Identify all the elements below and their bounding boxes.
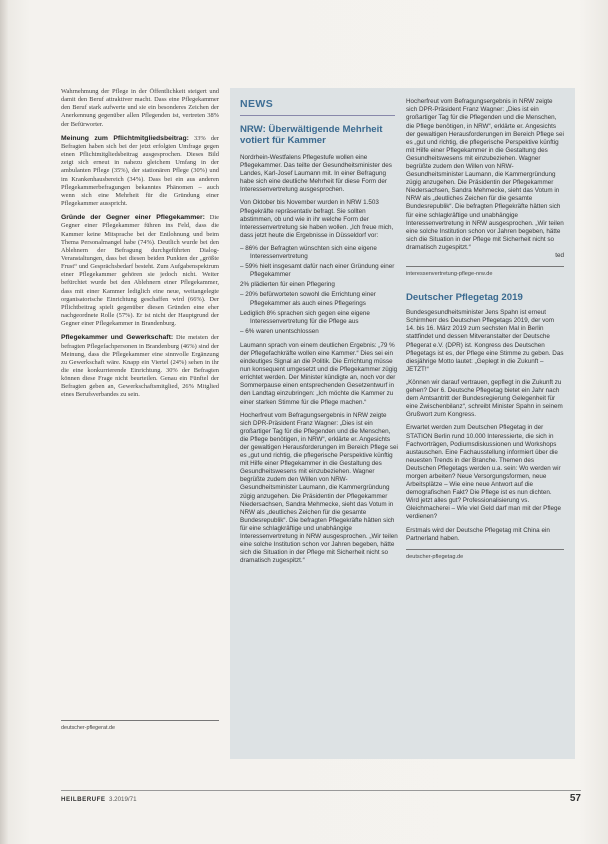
article-source: deutscher-pflegetag.de [406, 549, 564, 561]
paragraph: Wahrnehmung der Pflege in der Öffentlichkeit steigert und damit den Beruf attraktiver macht. Dass eine Pflegekammer den Beruf stark aufwerte und sie ein besonderes Zeichen der Anerkennung gegenüber allen Pflegenden ist, vertreten 38% der Befürworter. [61, 88, 219, 128]
news-tag: NEWS [240, 98, 274, 110]
divider [240, 115, 395, 116]
list-item: – 59% hielt insgesamt dafür nach einer Gründung einer Pflegekammer [240, 263, 395, 279]
subheading: Gründe der Gegner einer Pflegekammer: [61, 214, 205, 222]
magazine-name: HEILBERUFE [61, 796, 106, 803]
paragraph-text: Die Gegner einer Pflegekammer führen ins Feld, dass die Kammer keine Mitsprache bei der Entlohnung und beim Thema Personalmangel habe (74%). Deutlich wurde bei den Ablehnern der Befragung durchgeführten Dialog-Veranstaltungen, dass bei diesen beiden Punkten der „größte Frust“ und Gesprächsbedarf besteht. Zum Aufgabenspektrum einer Pflegekammer gehören sie jedoch nicht. Weiter befürchtet wurde bei den Ablehnern einer Pflegekammer, dass mit einer Kammer lediglich eine neue, weitangelegte organisatorische Einrichtung geschaffen wird (66%). Der Pflichtbeitrag spielt gegenüber diesen Gründen eine eher nachgeordnete Rolle (57%). Er ist nicht der Hauptgrund der Gegner einer Pflegekammer in Brandenburg. [61, 214, 219, 328]
subheading: Meinung zum Pflichtmitgliedsbeitrag: [61, 134, 189, 142]
paragraph: Nordrhein-Westfalens Pflegestufe wollen eine Pflegekammer. Das teilte der Gesundheitsminister des Landes, Karl-Josef Laumann mit. In einer Befragung habe sich eine deutliche Mehrheit für diese Form der Interessenvertretung ausgesprochen. [240, 154, 392, 194]
paragraph-tail: Hocherfreut vom Befragungsergebnis in NRW zeigte sich DPR-Präsident Franz Wagner: „Dies ist ein großartiger Tag für die Pflegenden und die Menschen, die Pflege benötigen, in NRW“, erklärte er. Angesichts der gewaltigen Herausforderungen im Bereich Pflege sei es „gut und richtig, die pflegerische Perspektive künftig mit Hilfe einer Pflegekammer in die Gestaltung des Gesundheitswesens mit einzubeziehen. Wagner begrüßte zudem den Willen von NRW-Gesundheitsminister Laumann, die Kammergründung zügig anzugehen. Die Präsidentin der Pflegekammer Niedersachsen, Sandra Mehmecke, sieht das Votum in NRW als „deutliches Zeichen für die gesamte Bundesrepublik“. Die befragten Pflegekräfte hätten sich für eine schlagkräftige und unabhängige Interessenvertretung in NRW ausgesprochen. „Wir teilen eine solche Institution schon vor Jahren begeben, hätte sich die Situation in der Pflege mit Sicherheit nicht so dramatisch zugespitzt.“ [406, 98, 564, 251]
article-author: ted [555, 252, 564, 259]
article-title: NRW: Überwältigende Mehrheit votiert für Kammer [240, 124, 383, 146]
list-item: 2% plädierten für einen Pflegering [240, 281, 335, 289]
article-source: interessenvertretung-pflege-nrw.de [406, 266, 564, 278]
paragraph: Erwartet werden zum Deutschen Pflegetag in der STATION Berlin rund 10.000 Interessierte, die sich in Fachvorträgen, Podiumsdiskussionen und Workshops austauschen. Eine Fachausstellung informiert über die neuesten Trends in der Branche. Themen des Deutschen Pflegetags werden u.a. sein: Wo werden wir morgen arbeiten? Neue Versorgungsformen, neue Arbeitsplätze – Wie eine neue Antwort auf die demografischen Fakt? Die Pflege ist es nun dichten. Wird jetzt alles gut? Professionalisierung vs. Gleichmacherei – Wie viel Geld darf man mit der Pflege verdienen? [406, 424, 562, 521]
paragraph-with-heading [61, 135, 219, 208]
paragraph: Bundesgesundheitsminister Jens Spahn ist erneut Schirmherr des Deutschen Pflegetags 2019, der vom 14. bis 16. März 2019 zum sechsten Mal in Berlin stattfindet und dessen Mitveranstalter der Deutsche Pflegerat e.V. (DPR) ist. Kongress des Deutschen Pflegetags ist es, der Pflege eine Stimme zu geben. Das diesjährige Motto lautet: „Geplegt in die Zukunft – JETZT!“ [406, 309, 564, 373]
paragraph-continued-text [406, 98, 564, 252]
paragraph: Laumann sprach von einem deutlichen Ergebnis: „79 % der Pflegefachkräfte wollen eine Kammer.“ Dies sei ein eindeutiges Signal an die Politik. Die Errichtung müsse nun konsequent umgesetzt und die Pflegekammer zügig errichtet werden. Der Minister kündigte an, noch vor der Sommerpause einen entsprechenden Gesetzentwurf in den Landtag einzubringen: „Ich möchte die Kammer zu einer starken Stimme für die Pflege machen.“ [240, 341, 398, 406]
page-number: 57 [569, 793, 581, 804]
paragraph: „Können wir darauf vertrauen, gepflegt in die Zukunft zu gehen? Der 6. Deutsche Pflegetag bietet ein Jahr nach dem Amtsantritt der Bundesregierung Gelegenheit für eine Zwischenbilanz“, schreibt Minister Spahn in seinem Grußwort zum Kongress. [406, 378, 563, 419]
news-box [230, 88, 575, 759]
paragraph: Hocherfreut vom Befragungsergebnis in NRW zeigte sich DPR-Präsident Franz Wagner: „Dies ist ein großartiger Tag für die Pflegenden und die Menschen, die Pflege benötigen, in NRW“, erklärte er. Angesichts der gewaltigen Herausforderungen im Bereich Pflege sei es „gut und richtig, die pflegerische Perspektive künftig mit Hilfe einer Pflegekammer in die Gestaltung des Gesundheitswesens mit einzubeziehen. Wagner begrüßte zudem den Willen von NRW-Gesundheitsminister Laumann, die Kammergründung zügig anzugehen. Die Präsidentin der Pflegekammer Niedersachsen, Sandra Mehmecke, sieht das Votum in NRW als „deutliches Zeichen für die gesamte Bundesrepublik“. Die befragten Pflegekräfte hätten sich für eine schlagkräftige und unabhängige Interessenvertretung in NRW ausgesprochen. „Wir teilen eine solche Institution schon vor Jahren begeben, hätte sich die Situation in der Pflege mit Sicherheit nicht so dramatisch zugespitzt.“ [240, 411, 398, 565]
paragraph-with-heading [61, 214, 219, 328]
page-edge-shadow [0, 0, 8, 844]
page-footer [61, 790, 581, 804]
paragraph-text: 33% der Befragten haben sich bei der jetzt erfolgten Umfrage gegen einen Pflichtmitgliedsbeitrag ausgesprochen. Dieses Bild zeigt sich erneut in nahezu gleichem Umfang in der ambulanten Pflege (35%), der stationären Pflege (30%) und im Krankenhausbereich (34%). Dass bei ein aus anderen Pflegekammerbefragungen bekanntes Phänomen – auch wenn sich eine Mehrheit für die Gründung einer Pflegekammer ausspricht. [61, 134, 219, 208]
list-item: Lediglich 8% sprachen sich gegen eine eigene Interessenvertretung für die Pflege aus [240, 309, 370, 325]
list-item: – 6% waren unentschlossen [240, 327, 319, 335]
results-list [240, 245, 398, 336]
paragraph: Erstmals wird der Deutsche Pflegetag mit China ein Partnerland haben. [406, 526, 550, 542]
list-item: – 86% der Befragten wünschten sich eine eigene Interessenvertretung [240, 244, 377, 261]
issue-number: 3.2019/71 [109, 796, 137, 803]
article-title: Deutscher Pflegetag 2019 [406, 292, 523, 304]
paragraph: Von Oktober bis November wurden in NRW 1.503 Pflegekräfte repräsentativ befragt. Sie sollten abstimmen, ob und wie in ihr welche Form der Interessenvertretung sie haben wollen. „Ich freue mich, dass jetzt heute die Ergebnisse in Düsseldorf vor: [240, 199, 394, 239]
list-item: – 20% befürworteten sowohl die Errichtung einer Pflegekammer als auch eines Pflegerings [240, 291, 376, 307]
news-column-right [406, 98, 564, 561]
subheading: Pflegekammer und Gewerkschaft: [61, 334, 174, 342]
paragraph-text: Die meisten der befragten Pflegefachpersonen in Brandenburg (46%) sind der Meinung, dass die Pflegekammer eine sinnvolle Ergänzung zu Gewerkschaft wäre. Knapp ein Viertel (24%) sehen in ihr die eine konkurrierende Einrichtung. 30% der Befragten können diese Frage nicht beurteilen. Genau ein Fünftel der Befragten geben an, Gewerkschaftsmitglied, 26% Mitglied eines Berufsverbandes zu sein. [61, 334, 219, 399]
left-article-column [61, 88, 219, 406]
paragraph-with-heading [61, 334, 219, 399]
news-column-left [240, 124, 398, 565]
left-source: deutscher-pflegerat.de [61, 720, 219, 731]
footer-left [61, 796, 137, 803]
